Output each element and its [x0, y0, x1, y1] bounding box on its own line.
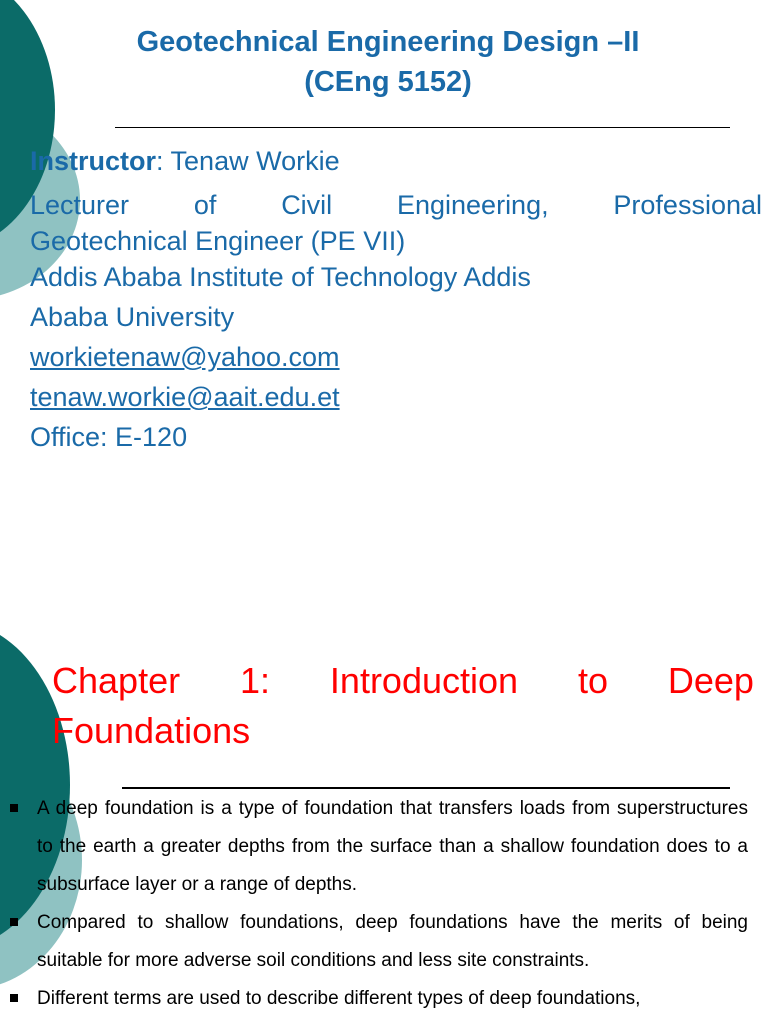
square-bullet-icon [10, 804, 18, 812]
chapter-title-line-2: Foundations [52, 710, 251, 751]
lecturer-word: Engineering, [396, 190, 549, 220]
chapter-word: Chapter [52, 660, 181, 701]
bullet-list [0, 790, 768, 1018]
list-item [0, 790, 768, 904]
bullet-text: A deep foundation is a type of foundation that transfers loads from superstructures to the earth a greater depths from the surface than a shallow foundation does to a subsurface layer or a range of depths. [37, 798, 748, 895]
title-line-1: Geotechnical Engineering Design –II [136, 26, 640, 58]
slide-2 [0, 600, 768, 1024]
lecturer-word: of [193, 190, 217, 220]
email-link-yahoo[interactable]: workietenaw@yahoo.com [30, 342, 340, 372]
institute-line-1: Addis Ababa Institute of Technology Addis [30, 262, 531, 292]
lecturer-line-1 [30, 185, 762, 225]
title-line-2: (CEng 5152) [304, 66, 472, 98]
email-link-aait[interactable]: tenaw.workie@aait.edu.et [30, 382, 340, 412]
instructor-name: : Tenaw Workie [156, 146, 340, 176]
chapter-word: Introduction [329, 660, 519, 701]
instructor-label: Instructor [30, 146, 157, 176]
slide-title [60, 22, 716, 102]
chapter-word: 1: [239, 660, 271, 701]
bullet-text: Compared to shallow foundations, deep foundations have the merits of being suitable for more adverse soil conditions and less site constraints. [37, 912, 748, 971]
chapter-divider [122, 787, 730, 789]
chapter-title [52, 656, 754, 756]
lecturer-word: Professional [613, 190, 762, 220]
office-line: Office: E-120 [30, 422, 188, 452]
chapter-word: to [577, 660, 608, 701]
list-item [0, 980, 768, 1018]
bullet-text: Different terms are used to describe different types of deep foundations, [37, 988, 641, 1009]
chapter-title-line-1 [52, 656, 754, 706]
lecturer-word: Civil [281, 190, 333, 220]
chapter-word: Deep [667, 660, 754, 701]
title-divider [115, 127, 730, 128]
square-bullet-icon [10, 994, 18, 1002]
instructor-line [30, 141, 762, 181]
list-item [0, 904, 768, 980]
institute-line-2: Ababa University [30, 302, 235, 332]
lecturer-word: Lecturer [30, 190, 130, 220]
instructor-info [30, 141, 762, 457]
square-bullet-icon [10, 918, 18, 926]
lecturer-line-2: Geotechnical Engineer (PE VII) [30, 226, 406, 256]
